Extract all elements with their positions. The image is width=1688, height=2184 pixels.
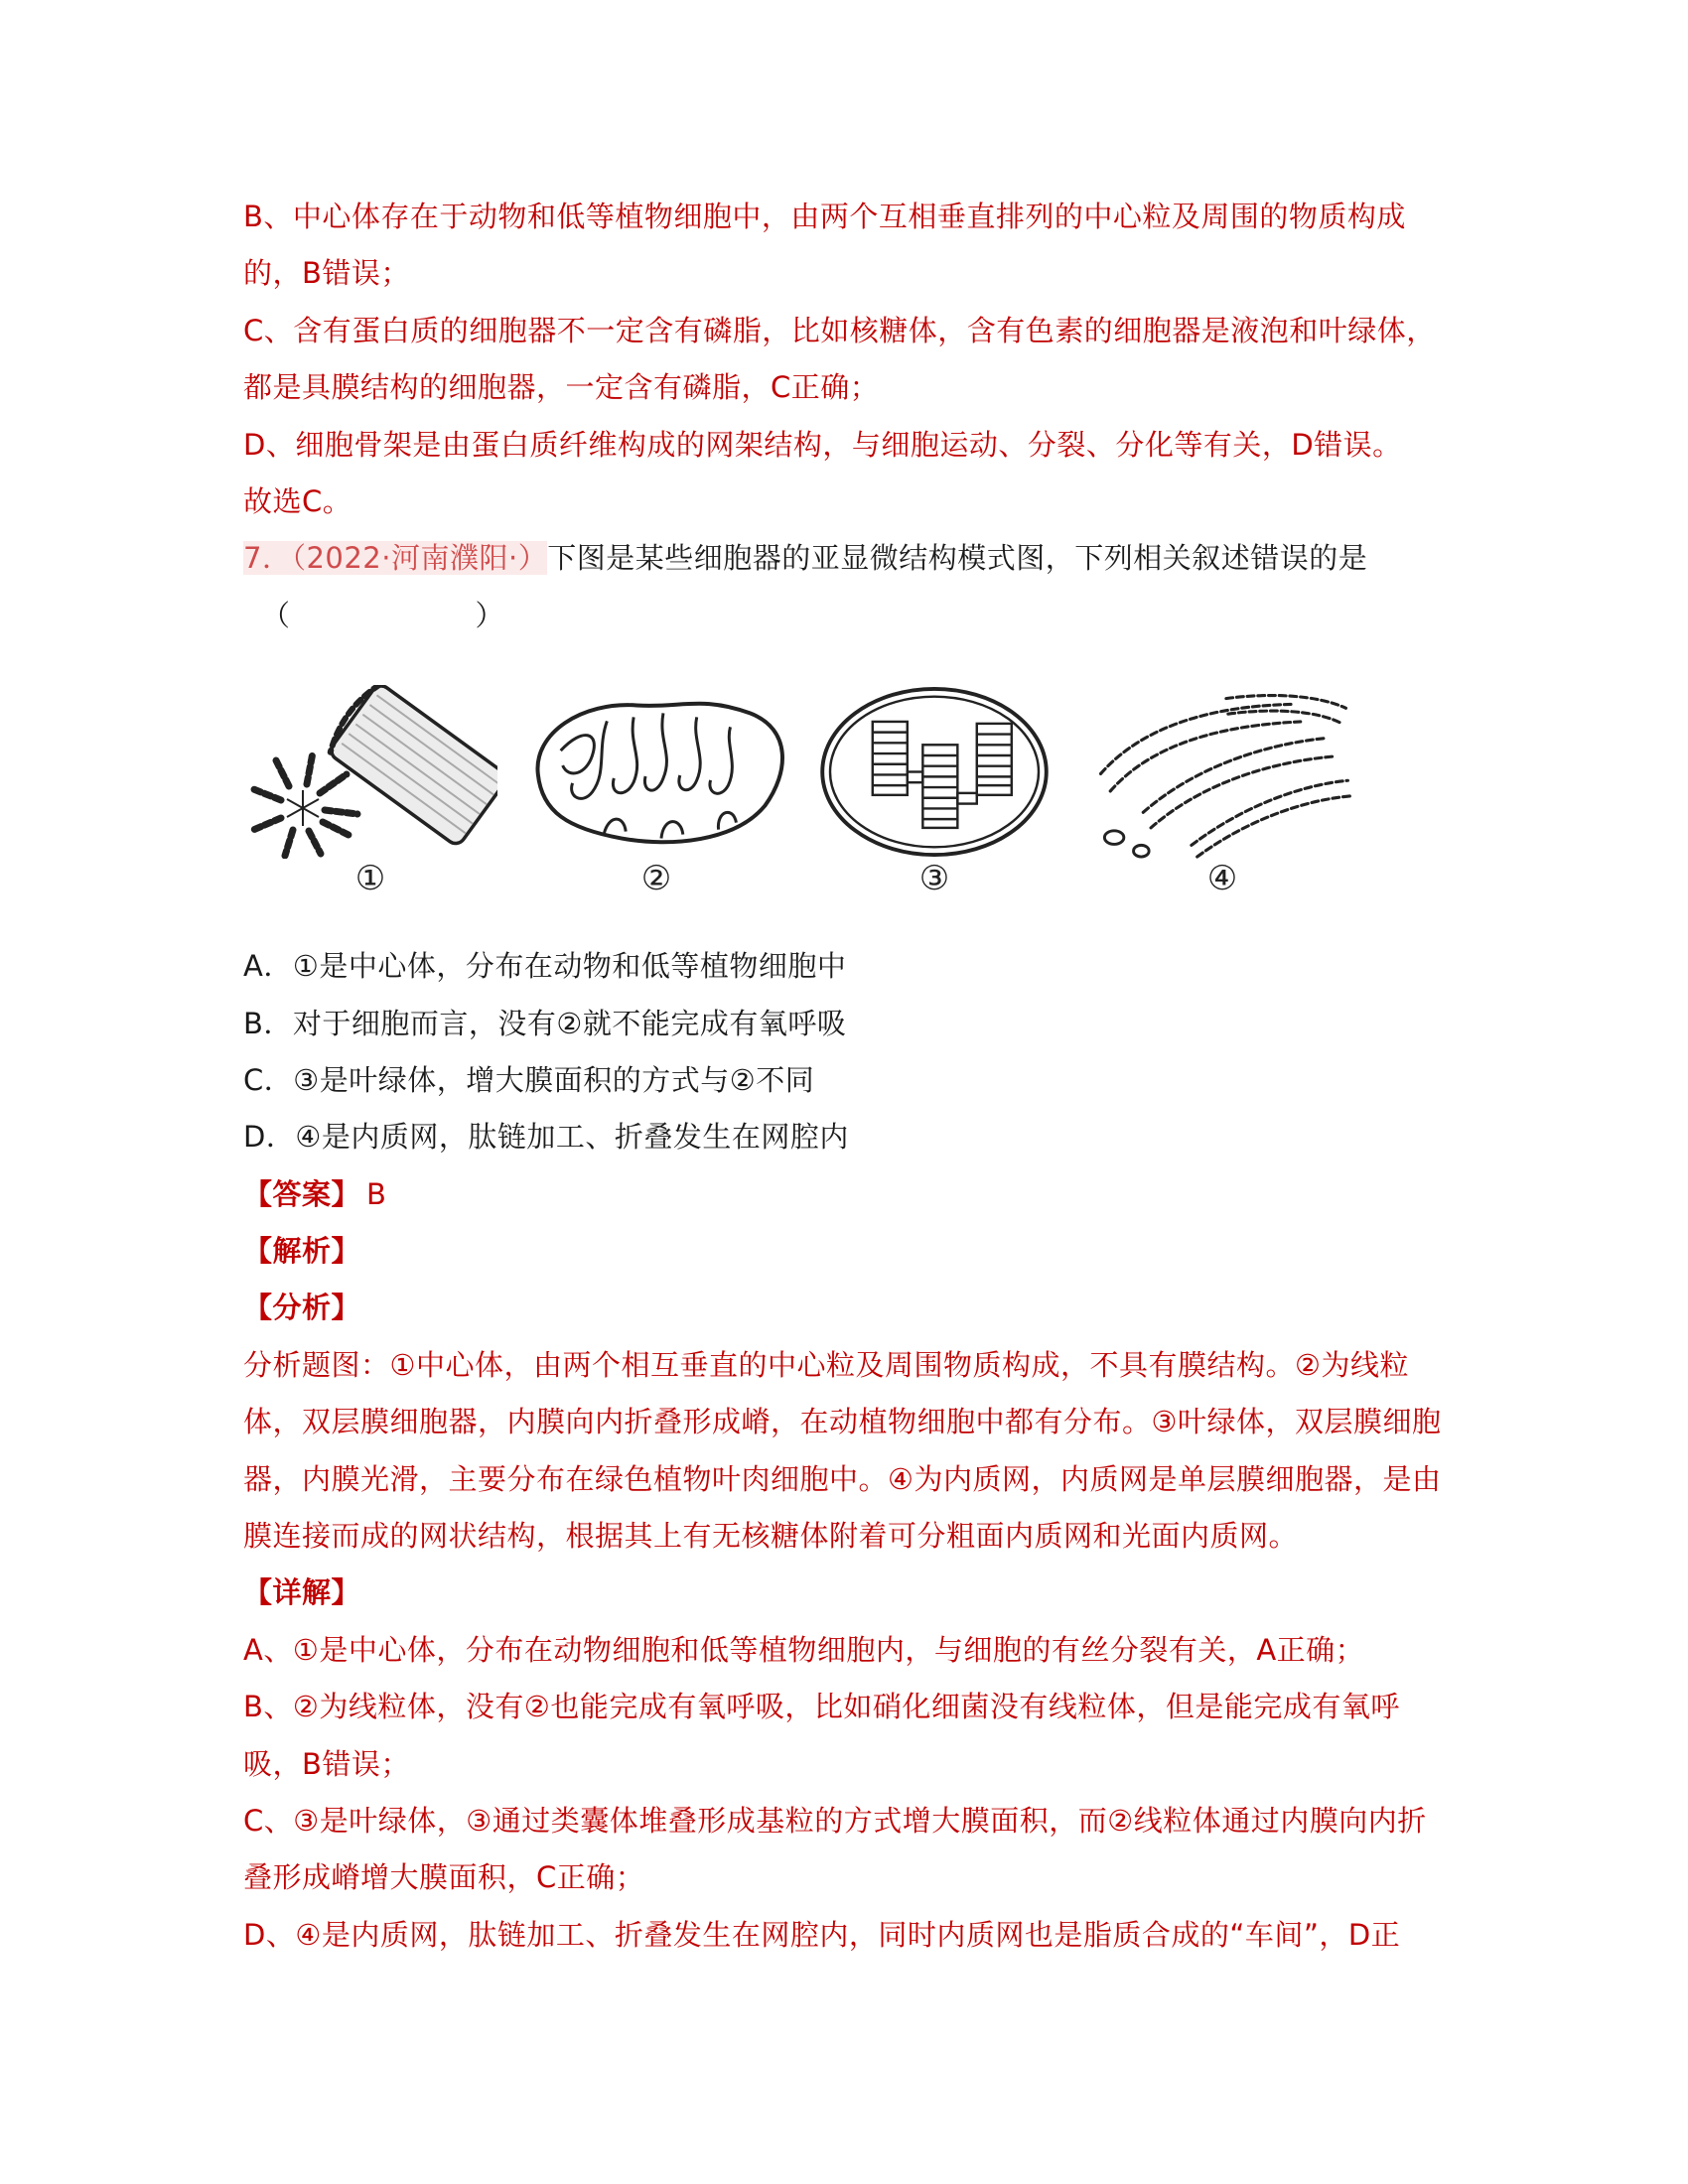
answer-blank [243, 588, 1494, 644]
answer-blank-open: （ [261, 598, 291, 632]
centriole-drawing [243, 685, 497, 859]
option-a: A．①是中心体，分布在动物和低等植物细胞中 [243, 949, 847, 984]
prev-explanation-line: 都是具膜结构的细胞器，一定含有磷脂，C正确； [243, 370, 880, 405]
option-d: D．④是内质网，肽链加工、折叠发生在网腔内 [243, 1120, 849, 1155]
section-fenxi: 【分析】 [243, 1291, 361, 1325]
answer-blank-close: ） [475, 598, 505, 632]
question-stem: 下图是某些细胞器的亚显微结构模式图，下列相关叙述错误的是 [547, 541, 1368, 576]
detail-line: 叠形成嵴增大膜面积，C正确； [243, 1860, 645, 1895]
detail-line: A、①是中心体，分布在动物细胞和低等植物细胞内，与细胞的有丝分裂有关，A正确； [243, 1632, 1365, 1667]
answer-line [243, 1166, 1494, 1223]
analysis-line: 膜连接而成的网状结构，根据其上有无核糖体附着可分粗面内质网和光面内质网。 [243, 1519, 1299, 1554]
section-xiangjie: 【详解】 [243, 1575, 361, 1610]
figure-centriole [243, 685, 497, 899]
figure-label-4: ④ [1206, 859, 1238, 899]
question-number: 7． [243, 541, 292, 576]
document-body [243, 189, 1494, 1964]
answer-value: B [366, 1176, 387, 1211]
prev-answer-choice: 故选C。 [243, 483, 352, 518]
prev-explanation-line: 的，B错误； [243, 256, 410, 291]
detail-line: C、③是叶绿体，③通过类囊体堆叠形成基粒的方式增大膜面积，而②线粒体通过内膜向内折 [243, 1803, 1427, 1838]
question-source: （2022·河南濮阳·） [291, 541, 548, 576]
figure-endoplasmic-reticulum [1079, 685, 1365, 899]
detail-line: B、②为线粒体，没有②也能完成有氧呼吸，比如硝化细菌没有线粒体，但是能完成有氧呼 [243, 1690, 1400, 1724]
prev-explanation-line: B、中心体存在于动物和低等植物细胞中，由两个互相垂直排列的中心粒及周围的物质构成 [243, 200, 1406, 233]
prev-explanation-line: C、含有蛋白质的细胞器不一定含有磷脂，比如核糖体，含有色素的细胞器是液泡和叶绿体， [243, 313, 1436, 347]
figure-chloroplast [809, 685, 1059, 899]
answer-label: 【答案】 [243, 1176, 361, 1211]
endoplasmic-reticulum-drawing [1079, 685, 1365, 859]
analysis-line: 体，双层膜细胞器，内膜向内折叠形成嵴，在动植物细胞中都有分布。③叶绿体，双层膜细胞 [243, 1405, 1442, 1439]
prev-explanation-line: D、细胞骨架是由蛋白质纤维构成的网架结构，与细胞运动、分裂、分化等有关，D错误。 [243, 427, 1402, 462]
question-stem-line [243, 530, 1494, 587]
chloroplast-drawing [809, 685, 1059, 859]
analysis-line: 器，内膜光滑，主要分布在绿色植物叶肉细胞中。④为内质网，内质网是单层膜细胞器，是由 [243, 1461, 1442, 1496]
detail-line: D、④是内质网，肽链加工、折叠发生在网腔内，同时内质网也是脂质合成的“车间”，D正 [243, 1917, 1401, 1952]
option-b: B．对于细胞而言，没有②就不能完成有氧呼吸 [243, 1006, 847, 1040]
option-c: C．③是叶绿体，增大膜面积的方式与②不同 [243, 1062, 815, 1097]
figure-label-2: ② [640, 859, 672, 899]
figure-label-1: ① [354, 859, 386, 899]
mitochondrion-drawing [513, 685, 799, 859]
figure-mitochondrion [513, 685, 799, 899]
figure-label-3: ③ [918, 859, 950, 899]
analysis-line: 分析题图：①中心体，由两个相互垂直的中心粒及周围物质构成，不具有膜结构。②为线粒 [243, 1347, 1409, 1382]
detail-line: 吸，B错误； [243, 1746, 410, 1781]
section-jiexi: 【解析】 [243, 1234, 361, 1269]
organelle-figure-row [243, 644, 1494, 938]
